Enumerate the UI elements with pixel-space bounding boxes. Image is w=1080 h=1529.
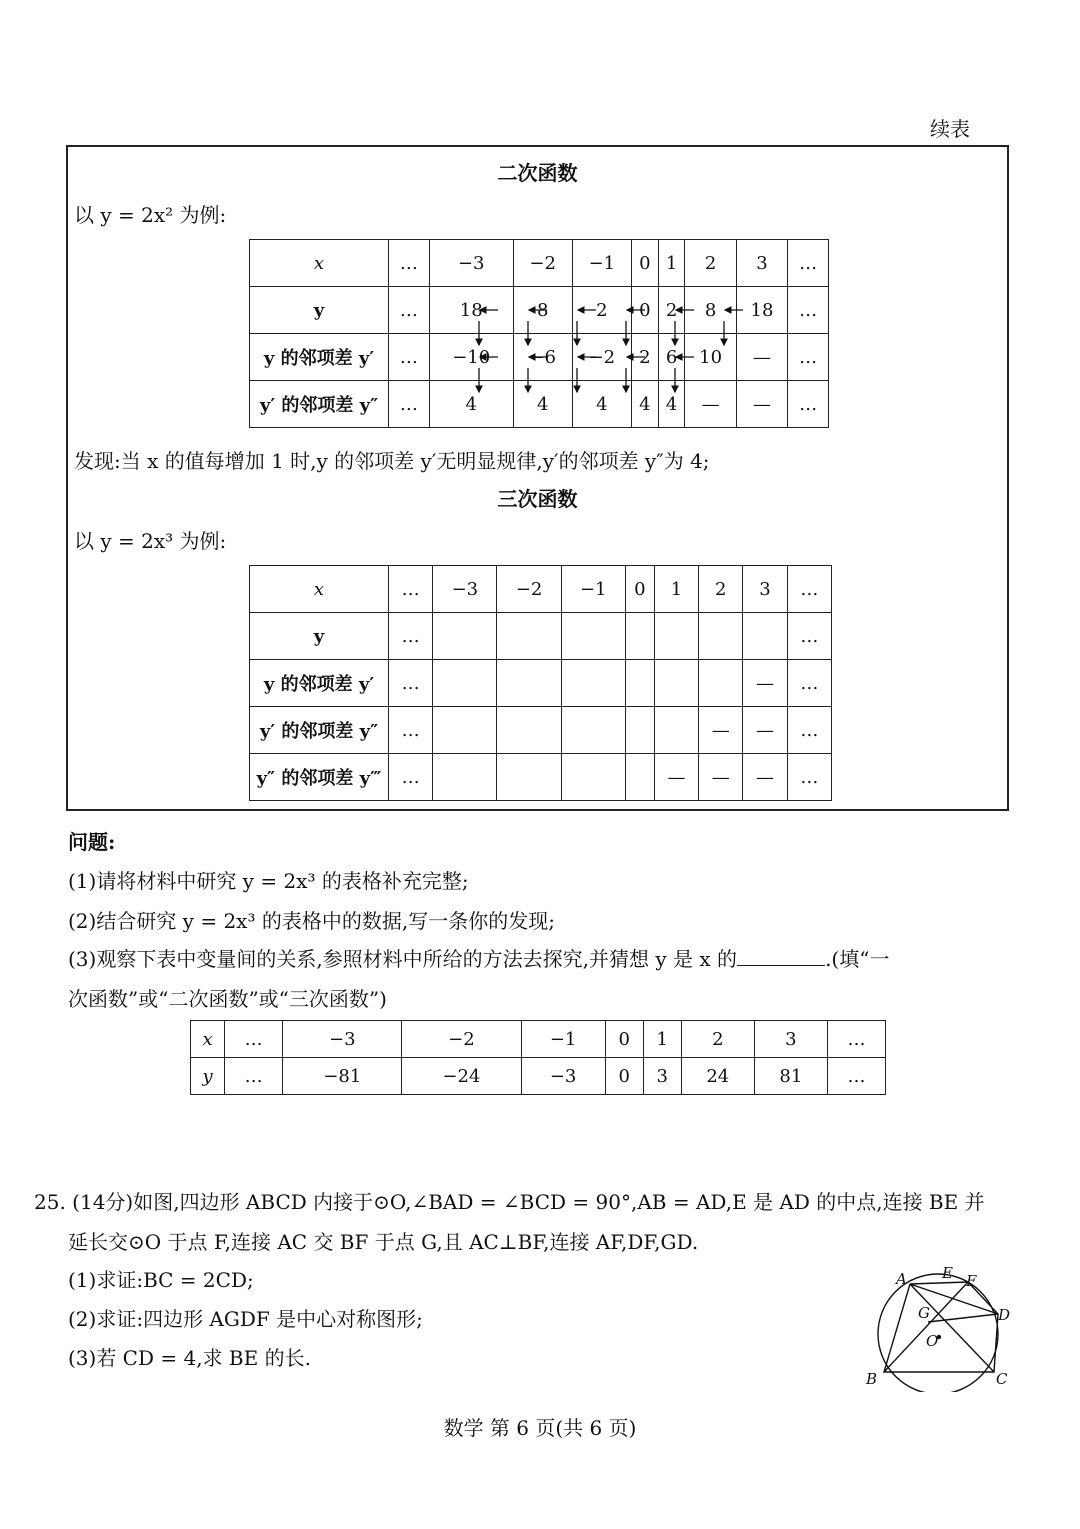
table-cell: 2 — [572, 287, 631, 334]
table-cell: 3 — [743, 566, 787, 613]
table-cell — [699, 660, 743, 707]
table-cell: … — [389, 240, 430, 287]
row-label: y 的邻项差 y′ — [250, 660, 389, 707]
table-cell: −2 — [402, 1021, 521, 1058]
table-cell: … — [787, 754, 831, 801]
table-row — [250, 613, 832, 660]
question-3 — [68, 943, 889, 972]
question-1: (1)请将材料中研究 y = 2x³ 的表格补充完整; — [68, 869, 469, 893]
table-cell — [625, 707, 654, 754]
problem-25-part-2: (2)求证:四边形 AGDF 是中心对称图形; — [68, 1307, 423, 1331]
row-label: y — [250, 613, 389, 660]
table-cell: … — [787, 707, 831, 754]
table-cell: 2 — [631, 334, 658, 381]
questions-title: 问题: — [68, 830, 116, 854]
problem-25-line-1: 25. (14分)如图,四边形 ABCD 内接于⊙O,∠BAD = ∠BCD = 90°,AB = AD,E 是 AD 的中点,连接 BE 并 — [34, 1190, 985, 1214]
table-cell: … — [787, 660, 831, 707]
question-table — [190, 1020, 886, 1095]
quadratic-heading: 二次函数 — [497, 161, 578, 185]
cubic-example: 以 y = 2x³ 为例: — [74, 529, 227, 553]
table-cell: … — [787, 613, 831, 660]
question-3-tail: .(填“一 — [825, 947, 890, 971]
table-cell: 0 — [605, 1058, 643, 1095]
table-cell: 0 — [625, 566, 654, 613]
point-e-label: E — [942, 1264, 953, 1282]
table-row — [250, 334, 829, 381]
table-cell: 2 — [685, 240, 736, 287]
point-b-label: B — [866, 1370, 878, 1388]
table-cell — [625, 660, 654, 707]
table-cell: — — [743, 754, 787, 801]
table-cell: … — [787, 566, 831, 613]
table-cell — [743, 613, 787, 660]
table-cell: 81 — [754, 1058, 827, 1095]
table-cell: 3 — [736, 240, 787, 287]
table-cell: … — [788, 240, 829, 287]
table-cell — [625, 754, 654, 801]
table-cell: 4 — [572, 381, 631, 428]
table-cell — [433, 707, 497, 754]
material-box — [66, 145, 1009, 811]
table-cell: x — [191, 1021, 225, 1058]
page-footer: 数学 第 6 页(共 6 页) — [443, 1416, 637, 1440]
table-cell: −10 — [429, 334, 513, 381]
table-cell: … — [389, 287, 430, 334]
table-cell: … — [827, 1058, 885, 1095]
table-cell: −3 — [429, 240, 513, 287]
table-cell: 4 — [658, 381, 685, 428]
table-cell: 0 — [631, 287, 658, 334]
table-cell: … — [389, 381, 430, 428]
point-a-label: A — [896, 1270, 907, 1288]
table-cell: — — [654, 754, 698, 801]
table-cell: 18 — [429, 287, 513, 334]
table-cell: 0 — [605, 1021, 643, 1058]
problem-25-part-1: (1)求证:BC = 2CD; — [68, 1268, 254, 1292]
table-cell: −3 — [283, 1021, 402, 1058]
problem-25-part-3: (3)若 CD = 4,求 BE 的长. — [68, 1346, 311, 1370]
table-cell: 4 — [513, 381, 572, 428]
table-cell: … — [389, 660, 433, 707]
table-cell: 1 — [658, 240, 685, 287]
row-label: y′ 的邻项差 y″ — [250, 707, 389, 754]
quadratic-table — [249, 239, 829, 428]
table-cell: — — [685, 381, 736, 428]
table-cell: y — [191, 1058, 225, 1095]
row-label: x — [250, 240, 389, 287]
table-cell: 3 — [643, 1058, 681, 1095]
quadratic-finding: 发现:当 x 的值每增加 1 时,y 的邻项差 y′无明显规律,y′的邻项差 y″为 4; — [74, 449, 710, 473]
table-cell: 10 — [685, 334, 736, 381]
point-g-label: G — [918, 1304, 930, 1322]
table-row — [250, 287, 829, 334]
table-cell: — — [736, 334, 787, 381]
table-row — [191, 1058, 886, 1095]
table-cell: — — [743, 660, 787, 707]
table-cell: 3 — [754, 1021, 827, 1058]
table-cell — [433, 660, 497, 707]
quadratic-example: 以 y = 2x² 为例: — [74, 203, 227, 227]
table-cell: … — [389, 566, 433, 613]
point-c-label: C — [996, 1370, 1008, 1388]
circle-figure — [860, 1262, 1020, 1392]
table-row — [250, 707, 832, 754]
row-label: y 的邻项差 y′ — [250, 334, 389, 381]
table-cell — [561, 707, 625, 754]
row-label: y″ 的邻项差 y‴ — [250, 754, 389, 801]
table-cell: — — [743, 707, 787, 754]
problem-25-line-2: 延长交⊙O 于点 F,连接 AC 交 BF 于点 G,且 AC⊥BF,连接 AF,DF,GD. — [68, 1230, 699, 1254]
point-d-label: D — [998, 1306, 1011, 1324]
table-cell: 8 — [685, 287, 736, 334]
table-cell: 2 — [699, 566, 743, 613]
table-cell — [699, 613, 743, 660]
table-cell: 4 — [631, 381, 658, 428]
table-cell — [433, 613, 497, 660]
row-label: y′ 的邻项差 y″ — [250, 381, 389, 428]
table-cell — [497, 754, 561, 801]
table-cell: — — [699, 707, 743, 754]
table-row — [191, 1021, 886, 1058]
table-cell: 2 — [658, 287, 685, 334]
table-cell — [497, 707, 561, 754]
table-cell: … — [225, 1021, 283, 1058]
table-cell: … — [788, 381, 829, 428]
table-row — [250, 381, 829, 428]
table-cell — [654, 613, 698, 660]
table-cell: −81 — [283, 1058, 402, 1095]
table-cell: — — [736, 381, 787, 428]
table-cell: −2 — [572, 334, 631, 381]
answer-blank[interactable] — [737, 947, 825, 966]
table-cell: … — [788, 287, 829, 334]
row-label: x — [250, 566, 389, 613]
table-row — [250, 240, 829, 287]
table-row — [250, 754, 832, 801]
table-cell — [433, 754, 497, 801]
table-cell — [625, 613, 654, 660]
question-3-text: (3)观察下表中变量间的关系,参照材料中所给的方法去探究,并猜想 y 是 x 的 — [68, 947, 738, 971]
table-cell: … — [389, 613, 433, 660]
table-cell: −6 — [513, 334, 572, 381]
row-label: y — [250, 287, 389, 334]
continued-label: 续表 — [930, 117, 970, 141]
table-cell: −2 — [513, 240, 572, 287]
table-cell: … — [225, 1058, 283, 1095]
table-cell: −1 — [521, 1021, 605, 1058]
table-cell: −24 — [402, 1058, 521, 1095]
table-cell: 2 — [681, 1021, 754, 1058]
table-cell: −1 — [561, 566, 625, 613]
table-row — [250, 660, 832, 707]
table-cell: 1 — [654, 566, 698, 613]
table-cell: … — [389, 707, 433, 754]
table-cell: … — [788, 334, 829, 381]
table-cell: 24 — [681, 1058, 754, 1095]
point-f-label: F — [966, 1272, 977, 1290]
table-cell: −3 — [521, 1058, 605, 1095]
table-cell — [654, 707, 698, 754]
table-cell: 4 — [429, 381, 513, 428]
table-row — [250, 566, 832, 613]
table-cell — [497, 660, 561, 707]
table-cell: … — [389, 334, 430, 381]
table-cell: — — [699, 754, 743, 801]
table-cell: −2 — [497, 566, 561, 613]
table-cell: 18 — [736, 287, 787, 334]
table-cell — [654, 660, 698, 707]
table-cell: 0 — [631, 240, 658, 287]
question-3-continued: 次函数”或“二次函数”或“三次函数”) — [68, 987, 387, 1011]
table-cell: … — [827, 1021, 885, 1058]
table-cell: … — [389, 754, 433, 801]
cubic-table — [249, 565, 832, 801]
table-cell: 8 — [513, 287, 572, 334]
table-cell: 6 — [658, 334, 685, 381]
table-cell: −3 — [433, 566, 497, 613]
question-2: (2)结合研究 y = 2x³ 的表格中的数据,写一条你的发现; — [68, 909, 555, 933]
table-cell: −1 — [572, 240, 631, 287]
cubic-heading: 三次函数 — [497, 487, 578, 511]
table-cell — [497, 613, 561, 660]
table-cell: 1 — [643, 1021, 681, 1058]
point-o-label: O — [926, 1332, 939, 1350]
table-cell — [561, 613, 625, 660]
table-cell — [561, 754, 625, 801]
table-cell — [561, 660, 625, 707]
